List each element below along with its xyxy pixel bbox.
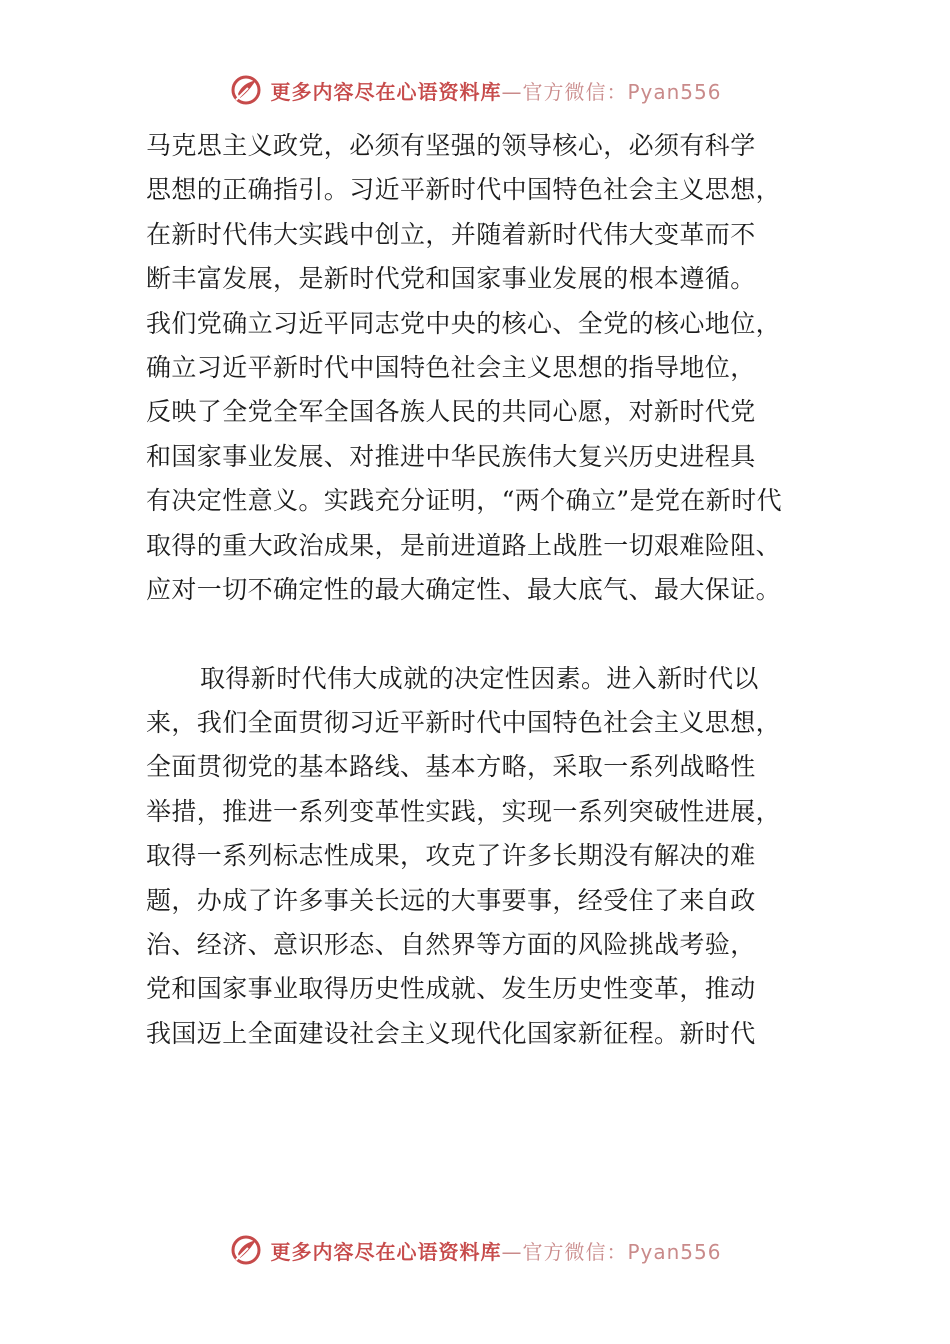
text-line: 断丰富发展，是新时代党和国家事业发展的根本遵循。 — [146, 264, 756, 294]
header-watermark — [0, 72, 950, 108]
paragraph-gap — [146, 612, 836, 656]
text-line: 题，办成了许多事关长远的大事要事，经受住了来自政 — [146, 885, 756, 915]
text-line: 取得一系列标志性成果，攻克了许多长期没有解决的难 — [146, 841, 756, 871]
paragraph-2 — [146, 657, 836, 1057]
text-line: 在新时代伟大实践中创立，并随着新时代伟大变革而不 — [146, 219, 756, 249]
watermark-brand: 更多内容尽在心语资料库 — [270, 79, 502, 104]
document-body — [146, 124, 836, 1056]
lotus-logo-icon — [228, 1232, 264, 1268]
lotus-logo-icon — [228, 72, 264, 108]
watermark-text — [270, 76, 721, 105]
text-line: 治、经济、意识形态、自然界等方面的风险挑战考验， — [146, 930, 756, 960]
watermark-suffix: —官方微信：Pyan556 — [501, 1239, 722, 1264]
text-line: 应对一切不确定性的最大确定性、最大底气、最大保证。 — [146, 574, 782, 604]
text-line: 马克思主义政党，必须有坚强的领导核心，必须有科学 — [146, 131, 756, 160]
text-line: 取得的重大政治成果，是前进道路上战胜一切艰难险阻、 — [146, 530, 782, 560]
footer-watermark — [0, 1232, 950, 1268]
text-line: 全面贯彻党的基本路线、基本方略，采取一系列战略性 — [146, 752, 756, 782]
text-line: 和国家事业发展、对推进中华民族伟大复兴历史进程具 — [146, 441, 756, 471]
text-line: 反映了全党全军全国各族人民的共同心愿，对新时代党 — [146, 397, 756, 427]
watermark-suffix: —官方微信：Pyan556 — [501, 79, 722, 104]
text-line: 举措，推进一系列变革性实践，实现一系列突破性进展， — [146, 796, 782, 826]
text-line: 取得新时代伟大成就的决定性因素。进入新时代以 — [200, 663, 759, 693]
text-line: 思想的正确指引。习近平新时代中国特色社会主义思想， — [146, 175, 782, 205]
text-line: 党和国家事业取得历史性成就、发生历史性变革，推动 — [146, 974, 756, 1004]
paragraph-1 — [146, 124, 836, 612]
text-line: 确立习近平新时代中国特色社会主义思想的指导地位， — [146, 352, 756, 382]
watermark-brand: 更多内容尽在心语资料库 — [270, 1239, 502, 1264]
text-line: 我国迈上全面建设社会主义现代化国家新征程。新时代 — [146, 1018, 756, 1048]
text-line: 有决定性意义。实践充分证明，“两个确立”是党在新时代 — [146, 486, 782, 516]
text-line: 我们党确立习近平同志党中央的核心、全党的核心地位， — [146, 308, 782, 338]
watermark-text — [270, 1236, 721, 1265]
text-line: 来，我们全面贯彻习近平新时代中国特色社会主义思想， — [146, 708, 782, 738]
